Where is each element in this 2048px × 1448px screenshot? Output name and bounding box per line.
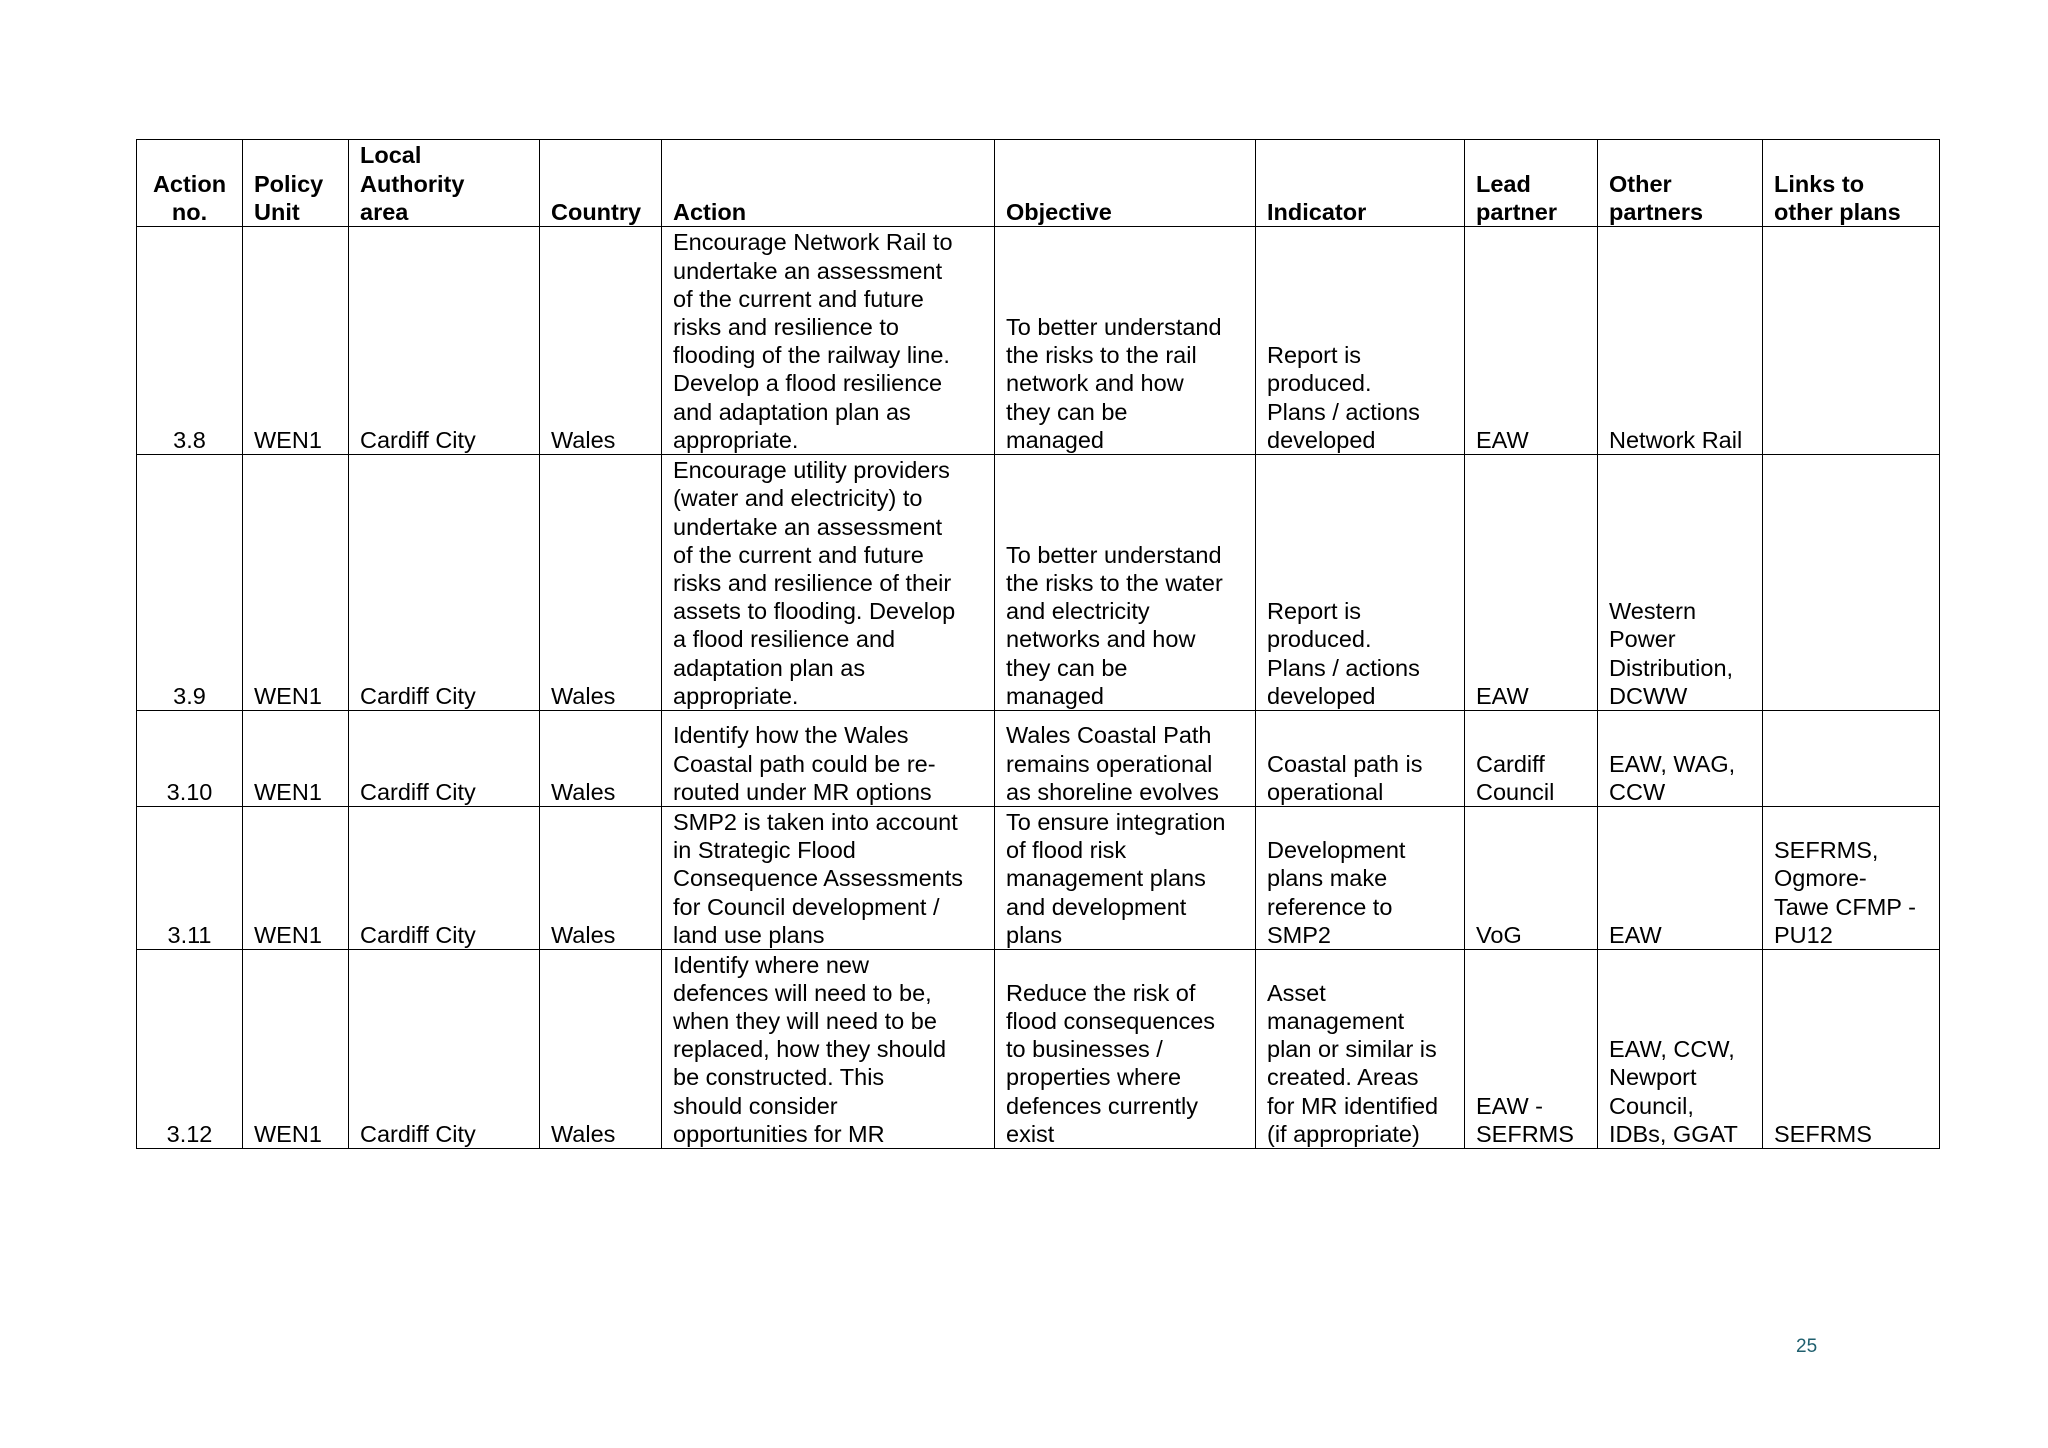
cell-country: Wales [540, 950, 662, 1149]
cell-action: Identify where new defences will need to be, when they will need to be replaced, how they should be constructed. This should consider opportunities for MR [662, 950, 995, 1149]
cell-action-no: 3.11 [137, 807, 243, 950]
cell-other-partners: Western Power Distribution, DCWW [1598, 455, 1763, 711]
page-number: 25 [1796, 1336, 1818, 1357]
header-links: Links to other plans [1763, 140, 1940, 227]
cell-lead-partner: Cardiff Council [1465, 711, 1598, 807]
table-row [137, 950, 1940, 1149]
cell-links [1763, 227, 1940, 455]
cell-objective: To ensure integration of flood risk management plans and development plans [995, 807, 1256, 950]
cell-lead-partner: EAW - SEFRMS [1465, 950, 1598, 1149]
cell-indicator: Development plans make reference to SMP2 [1256, 807, 1465, 950]
cell-indicator: Asset management plan or similar is created. Areas for MR identified (if appropriate) [1256, 950, 1465, 1149]
header-local-authority: Local Authority area [349, 140, 540, 227]
table-header-row [137, 140, 1940, 227]
cell-lead-partner: VoG [1465, 807, 1598, 950]
cell-local-authority: Cardiff City [349, 227, 540, 455]
header-objective: Objective [995, 140, 1256, 227]
header-action: Action [662, 140, 995, 227]
cell-policy-unit: WEN1 [243, 807, 349, 950]
cell-objective: Wales Coastal Path remains operational as shoreline evolves [995, 711, 1256, 807]
cell-country: Wales [540, 807, 662, 950]
cell-policy-unit: WEN1 [243, 455, 349, 711]
cell-other-partners: EAW, CCW, Newport Council, IDBs, GGAT [1598, 950, 1763, 1149]
action-plan-table [136, 139, 1940, 1149]
cell-other-partners: EAW, WAG, CCW [1598, 711, 1763, 807]
cell-action: SMP2 is taken into account in Strategic Flood Consequence Assessments for Council development / land use plans [662, 807, 995, 950]
table-row [137, 711, 1940, 807]
cell-links: SEFRMS, Ogmore- Tawe CFMP - PU12 [1763, 807, 1940, 950]
cell-links [1763, 455, 1940, 711]
header-lead-partner: Lead partner [1465, 140, 1598, 227]
cell-links [1763, 711, 1940, 807]
cell-lead-partner: EAW [1465, 227, 1598, 455]
cell-country: Wales [540, 227, 662, 455]
cell-action-no: 3.9 [137, 455, 243, 711]
header-other-partners: Other partners [1598, 140, 1763, 227]
header-policy-unit: Policy Unit [243, 140, 349, 227]
cell-policy-unit: WEN1 [243, 227, 349, 455]
header-indicator: Indicator [1256, 140, 1465, 227]
cell-local-authority: Cardiff City [349, 807, 540, 950]
header-country: Country [540, 140, 662, 227]
cell-indicator: Coastal path is operational [1256, 711, 1465, 807]
cell-action: Encourage Network Rail to undertake an assessment of the current and future risks and resilience to flooding of the railway line. Develop a flood resilience and adaptation plan as appropriate. [662, 227, 995, 455]
cell-objective: Reduce the risk of flood consequences to businesses / properties where defences currently exist [995, 950, 1256, 1149]
cell-action-no: 3.12 [137, 950, 243, 1149]
cell-other-partners: EAW [1598, 807, 1763, 950]
cell-policy-unit: WEN1 [243, 950, 349, 1149]
cell-country: Wales [540, 455, 662, 711]
table-row [137, 455, 1940, 711]
cell-policy-unit: WEN1 [243, 711, 349, 807]
cell-action: Identify how the Wales Coastal path could be re- routed under MR options [662, 711, 995, 807]
table-row [137, 227, 1940, 455]
header-action-no: Action no. [137, 140, 243, 227]
cell-objective: To better understand the risks to the water and electricity networks and how they can be managed [995, 455, 1256, 711]
cell-lead-partner: EAW [1465, 455, 1598, 711]
cell-action-no: 3.10 [137, 711, 243, 807]
cell-action-no: 3.8 [137, 227, 243, 455]
cell-objective: To better understand the risks to the rail network and how they can be managed [995, 227, 1256, 455]
cell-action: Encourage utility providers (water and electricity) to undertake an assessment of the current and future risks and resilience of their assets to flooding. Develop a flood resilience and adaptation plan as appropriate. [662, 455, 995, 711]
cell-indicator: Report is produced. Plans / actions developed [1256, 455, 1465, 711]
table-row [137, 807, 1940, 950]
cell-local-authority: Cardiff City [349, 950, 540, 1149]
cell-local-authority: Cardiff City [349, 455, 540, 711]
cell-indicator: Report is produced. Plans / actions developed [1256, 227, 1465, 455]
cell-other-partners: Network Rail [1598, 227, 1763, 455]
cell-local-authority: Cardiff City [349, 711, 540, 807]
cell-links: SEFRMS [1763, 950, 1940, 1149]
cell-country: Wales [540, 711, 662, 807]
